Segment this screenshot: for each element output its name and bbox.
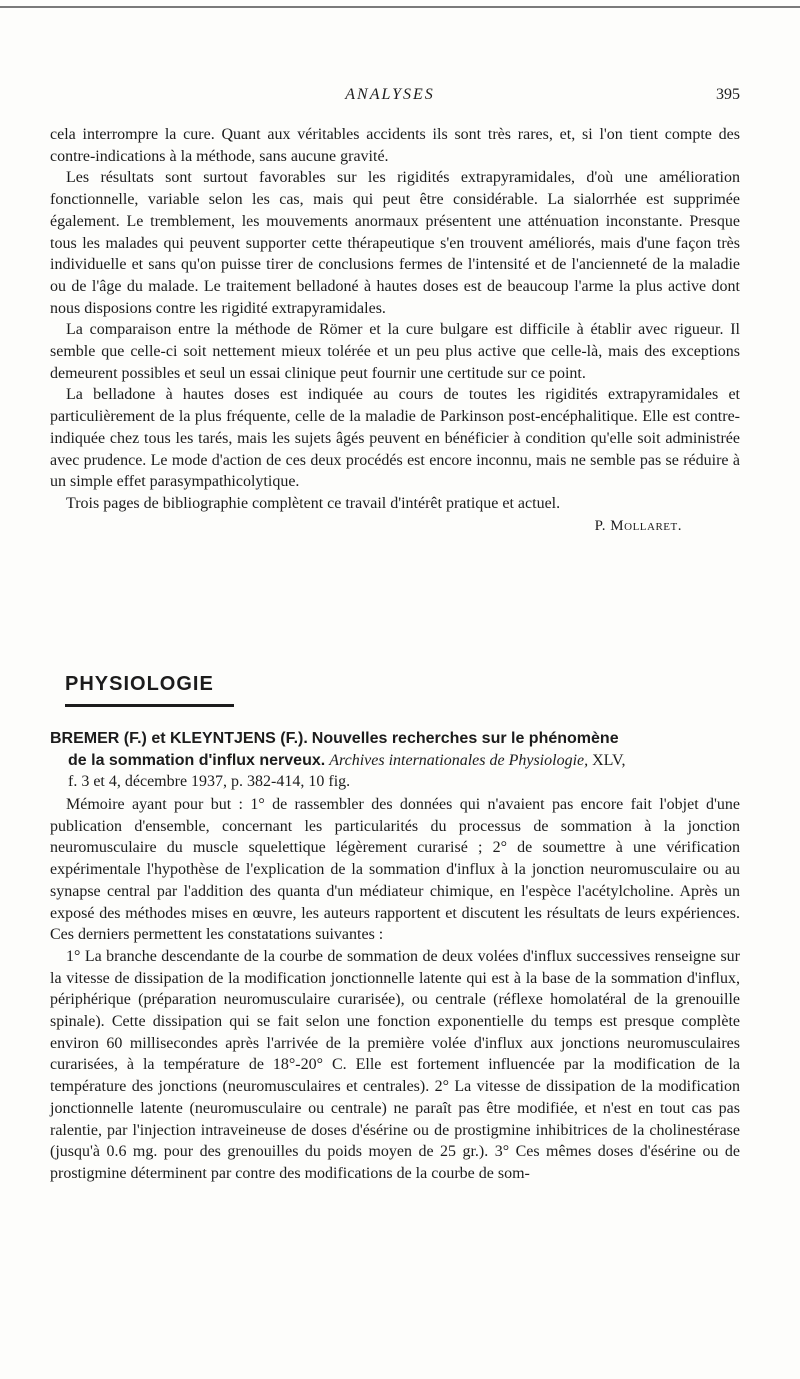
review-paragraph: La belladone à hautes doses est indiquée au cours de toutes les rigidités extrapyramidales et particulièrement de la plus fréquente, celle de la maladie de Parkinson post-encéphalitique. Elle est contre-indiquée chez tous les tarés, mais les sujets âgés peuvent en bénéficier à condition qu'elle soit administrée avec prudence. Le mode d'action de ces deux procédés est encore inconnu, mais ne semble pas se réduire à un simple effet parasympathicolytique.	[50, 386, 740, 491]
running-title: ANALYSES	[345, 86, 435, 103]
review-paragraph: Les résultats sont surtout favorables sur les rigidités extrapyramidales, d'où une amélioration fonctionnelle, variable selon les cas, mais qui peut être considérable. La sialorrhée est supprimée également. Le tremblement, les mouvements anormaux présentent une atténuation inconstante. Presque tous les malades qui peuvent supporter cette thérapeutique s'en trouvent améliorés, mais d'une façon très individuelle et sans qu'on puisse tirer de conclusions fermes de l'intensité et de l'ancienneté de la maladie ou de l'âge du malade. Le traitement belladoné à hautes doses est de beaucoup l'arme la plus active dont nous disposions contre les rigidité extrapyramidales.	[50, 169, 740, 317]
article-body	[50, 794, 740, 1185]
section-heading: PHYSIOLOGIE	[65, 673, 214, 695]
review-continuation	[50, 124, 740, 537]
article-reference	[50, 728, 740, 793]
article-authors: BREMER (F.) et KLEYNTJENS (F.).	[50, 730, 308, 747]
article-title-part1: Nouvelles recherches sur le phénomène	[311, 730, 619, 747]
journal-name: Archives internationales de Physiologie,	[329, 751, 589, 769]
reviewer-signature: P. Mollaret.	[594, 517, 682, 534]
running-head	[0, 86, 800, 110]
article-paragraph: Mémoire ayant pour but : 1° de rassembler des données qui n'avaient pas encore fait l'objet d'une publication d'ensemble, concernant les particularités du processus de sommation à la jonction neuromusculaire du muscle squelettique légèrement curarisé ; 2° de soumettre à une vérification expérimentale l'hypothèse de l'explication de la sommation d'influx à la jonction neuromusculaire ou au synapse central par l'addition des quanta d'un médiateur chimique, en l'espèce l'acétylcholine. Après un exposé des méthodes mises en œuvre, les auteurs rapportent et discutent les résultats de leurs expériences. Ces derniers permettent les constatations suivantes :	[50, 796, 740, 944]
review-paragraph: cela interrompre la cure. Quant aux véritables accidents ils sont très rares, et, si l'on tient compte des contre-indications à la méthode, sans aucune gravité.	[50, 126, 740, 165]
citation-details: f. 3 et 4, décembre 1937, p. 382-414, 10 fig.	[68, 773, 351, 790]
journal-volume: XLV,	[592, 751, 626, 769]
review-paragraph: La comparaison entre la méthode de Römer et la cure bulgare est difficile à établir avec rigueur. Il semble que celle-ci soit nettement mieux tolérée et un peu plus active que celle-là, mais des exceptions demeurent possibles et seul un essai clinique peut fournir une certitude sur ce point.	[50, 321, 740, 382]
review-paragraph: Trois pages de bibliographie complètent ce travail d'intérêt pratique et actuel.	[66, 494, 561, 512]
page-number: 395	[716, 86, 740, 103]
section-underline	[65, 704, 234, 707]
article-title-part2: de la sommation d'influx nerveux.	[68, 751, 326, 769]
article-paragraph: 1° La branche descendante de la courbe de sommation de deux volées d'influx successives renseigne sur la vitesse de dissipation de la modification jonctionnelle latente qui est à la base de la sommation d'influx, périphérique (préparation neuromusculaire curarisée), ou centrale (réflexe homolatéral de la grenouille spinale). Cette dissipation qui se fait selon une fonction exponentielle du temps est presque complète environ 60 millisecondes après l'arrivée de la première volée d'influx aux jonctions neuromusculaires curarisées, à la température de 18°-20° C. Elle est fortement influencée par la modification de la température des jonctions (neuromusculaires et centrales). 2° La vitesse de dissipation de la modification jonctionnelle latente (neuromusculaire ou centrale) ne paraît pas être modifiée, et n'est en tout cas pas ralentie, par l'injection intraveineuse de doses d'ésérine ou de prostigmine inhibitrices de la cholinestérase (jusqu'à 0.6 mg. pour des grenouilles du poids moyen de 25 gr.). 3° Ces mêmes doses d'ésérine ou de prostigmine déterminent par contre des modifications de la courbe de som-	[50, 947, 740, 1182]
top-rule	[0, 6, 800, 8]
